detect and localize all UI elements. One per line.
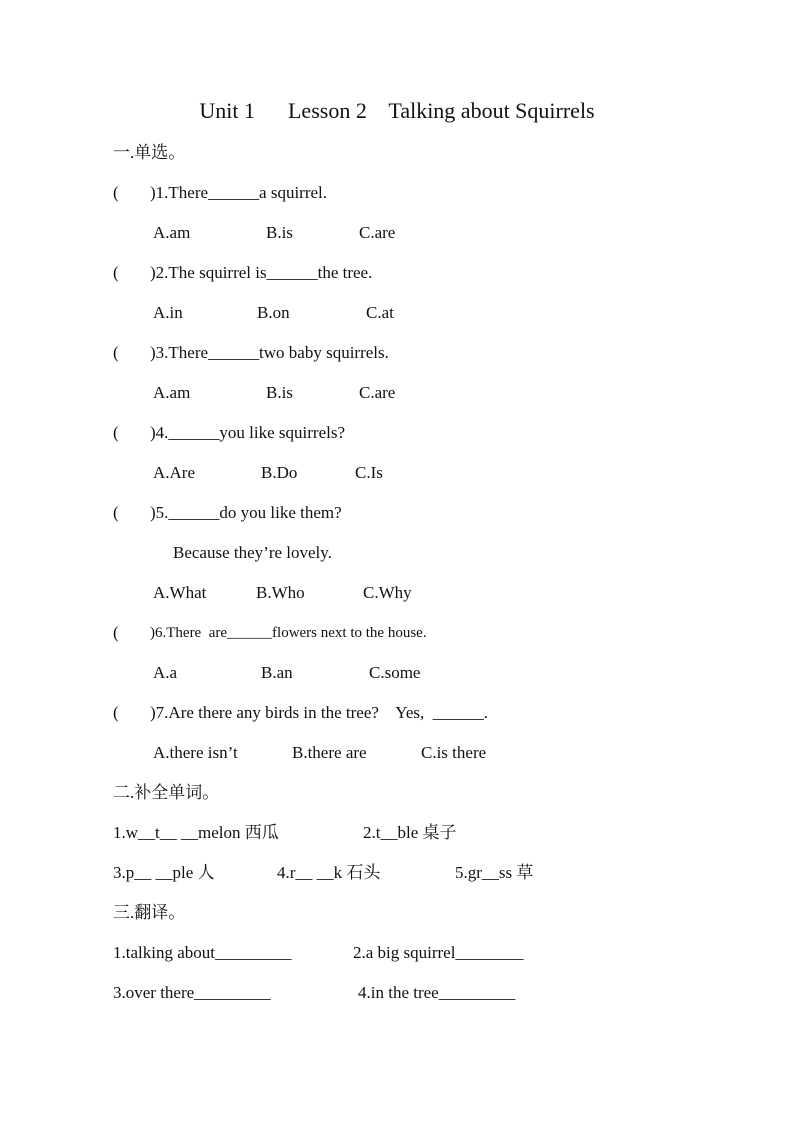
option-a: A.am	[153, 383, 191, 402]
option-c: C.at	[366, 303, 394, 322]
fill-word-item: 2.t__ble 桌子	[363, 823, 457, 842]
section-heading-translate: 三.翻译。	[113, 903, 186, 922]
option-a: A.there isn’t	[153, 743, 238, 762]
option-c: C.Is	[355, 463, 383, 482]
fill-word-item: 1.w__t__ __melon 西瓜	[113, 823, 279, 842]
question-text: )3.There______two baby squirrels.	[150, 343, 389, 362]
option-c: C.some	[369, 663, 421, 682]
option-a: A.in	[153, 303, 183, 322]
answer-paren: (	[113, 703, 119, 722]
option-a: A.What	[153, 583, 207, 602]
answer-paren: (	[113, 623, 119, 642]
translate-item: 4.in the tree_________	[358, 983, 516, 1002]
answer-paren: (	[113, 183, 119, 202]
section-heading-single-choice: 一.单选。	[113, 143, 186, 162]
option-c: C.are	[359, 223, 396, 242]
question-text: )5.______do you like them?	[150, 503, 342, 522]
section-heading-fill-words: 二.补全单词。	[113, 783, 220, 802]
option-b: B.an	[261, 663, 293, 682]
translate-item: 1.talking about_________	[113, 943, 292, 962]
option-a: A.am	[153, 223, 191, 242]
option-a: A.Are	[153, 463, 196, 482]
option-b: B.Do	[261, 463, 298, 482]
question-text: )1.There______a squirrel.	[150, 183, 328, 202]
option-b: B.is	[266, 223, 293, 242]
question-text: )2.The squirrel is______the tree.	[150, 263, 373, 282]
question-text: )4.______you like squirrels?	[150, 423, 345, 442]
answer-paren: (	[113, 503, 119, 522]
answer-paren: (	[113, 423, 119, 442]
fill-word-item: 5.gr__ss 草	[455, 863, 534, 882]
option-b: B.Who	[256, 583, 305, 602]
option-c: C.is there	[421, 743, 487, 762]
option-b: B.is	[266, 383, 293, 402]
page-title: Unit 1 Lesson 2 Talking about Squirrels	[199, 98, 595, 123]
option-b: B.on	[257, 303, 290, 322]
translate-item: 3.over there_________	[113, 983, 271, 1002]
fill-word-item: 3.p__ __ple 人	[113, 863, 215, 882]
question-text: )6.There are______flowers next to the house.	[150, 625, 427, 641]
option-c: C.Why	[363, 583, 412, 602]
translate-item: 2.a big squirrel________	[353, 943, 524, 962]
option-c: C.are	[359, 383, 396, 402]
fill-word-item: 4.r__ __k 石头	[277, 863, 381, 882]
answer-paren: (	[113, 343, 119, 362]
question-subtext: Because they’re lovely.	[173, 543, 332, 562]
option-a: A.a	[153, 663, 178, 682]
question-text: )7.Are there any birds in the tree? Yes, ______.	[150, 703, 489, 722]
answer-paren: (	[113, 263, 119, 282]
option-b: B.there are	[292, 743, 367, 762]
